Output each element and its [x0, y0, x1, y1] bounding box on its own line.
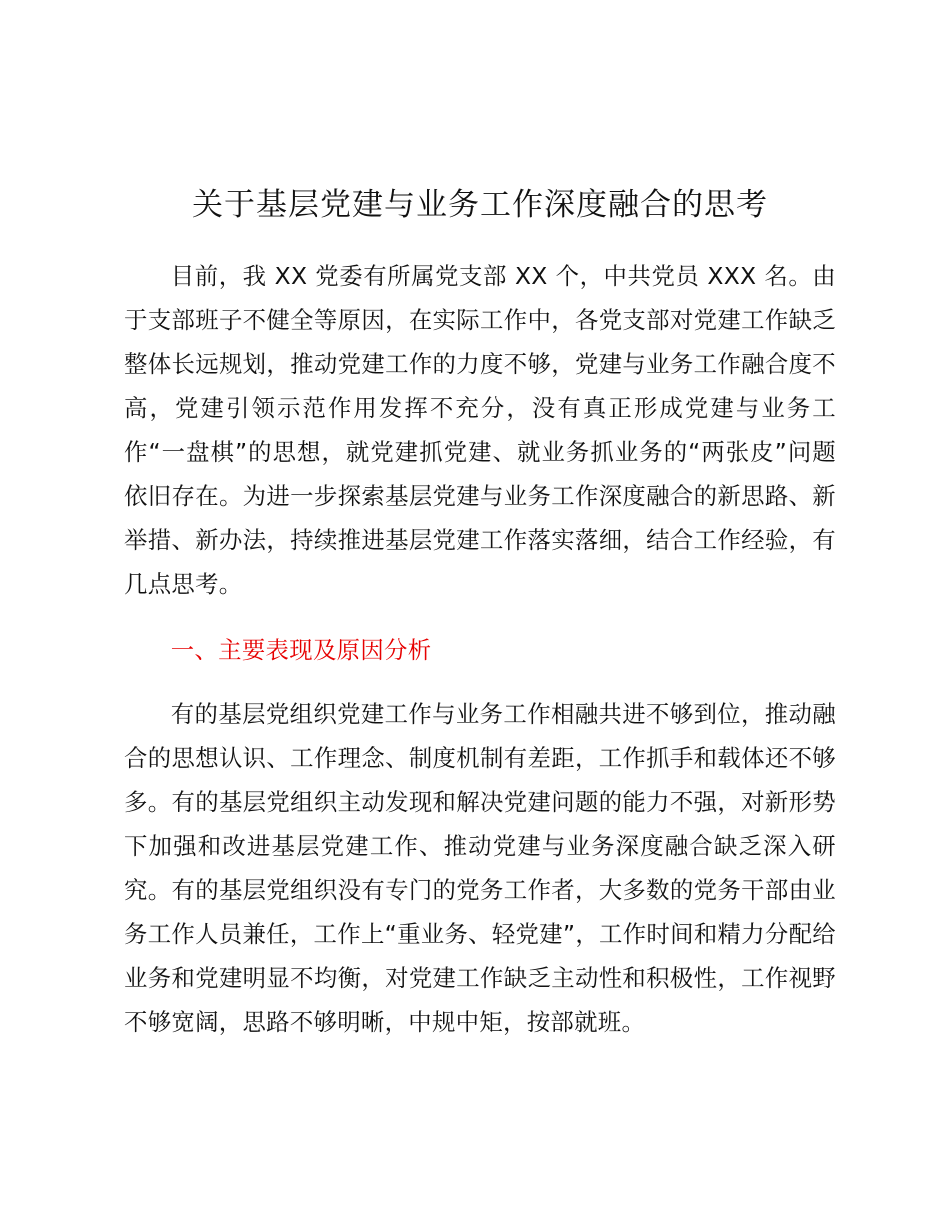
document-body [124, 183, 836, 1044]
section-paragraph: 有的基层党组织党建工作与业务工作相融共进不够到位，推动融合的思想认识、工作理念、制度机制有差距，工作抓手和载体还不够多。有的基层党组织主动发现和解决党建问题的能力不强，对新形势下加强和改进基层党建工作、推动党建与业务深度融合缺乏深入研究。有的基层党组织没有专门的党务工作者，大多数的党务干部由业务工作人员兼任，工作上“重业务、轻党建”，工作时间和精力分配给业务和党建明显不均衡，对党建工作缺乏主动性和积极性，工作视野不够宽阔，思路不够明晰，中规中矩，按部就班。 [124, 700, 836, 1036]
intro-paragraph: 目前，我 XX 党委有所属党支部 XX 个，中共党员 XXX 名。由于支部班子不健全等原因，在实际工作中，各党支部对党建工作缺乏整体长远规划，推动党建工作的力度不够，党建与业务工作融合度不高，党建引领示范作用发挥不充分，没有真正形成党建与业务工作“一盘棋”的思想，就党建抓党建、就业务抓业务的“两张皮”问题依旧存在。为进一步探索基层党建与业务工作深度融合的新思路、新举措、新办法，持续推进基层党建工作落实落细，结合工作经验，有几点思考。 [124, 262, 836, 598]
document-title: 关于基层党建与业务工作深度融合的思考 [192, 187, 768, 223]
section-heading: 一、主要表现及原因分析 [170, 636, 432, 664]
